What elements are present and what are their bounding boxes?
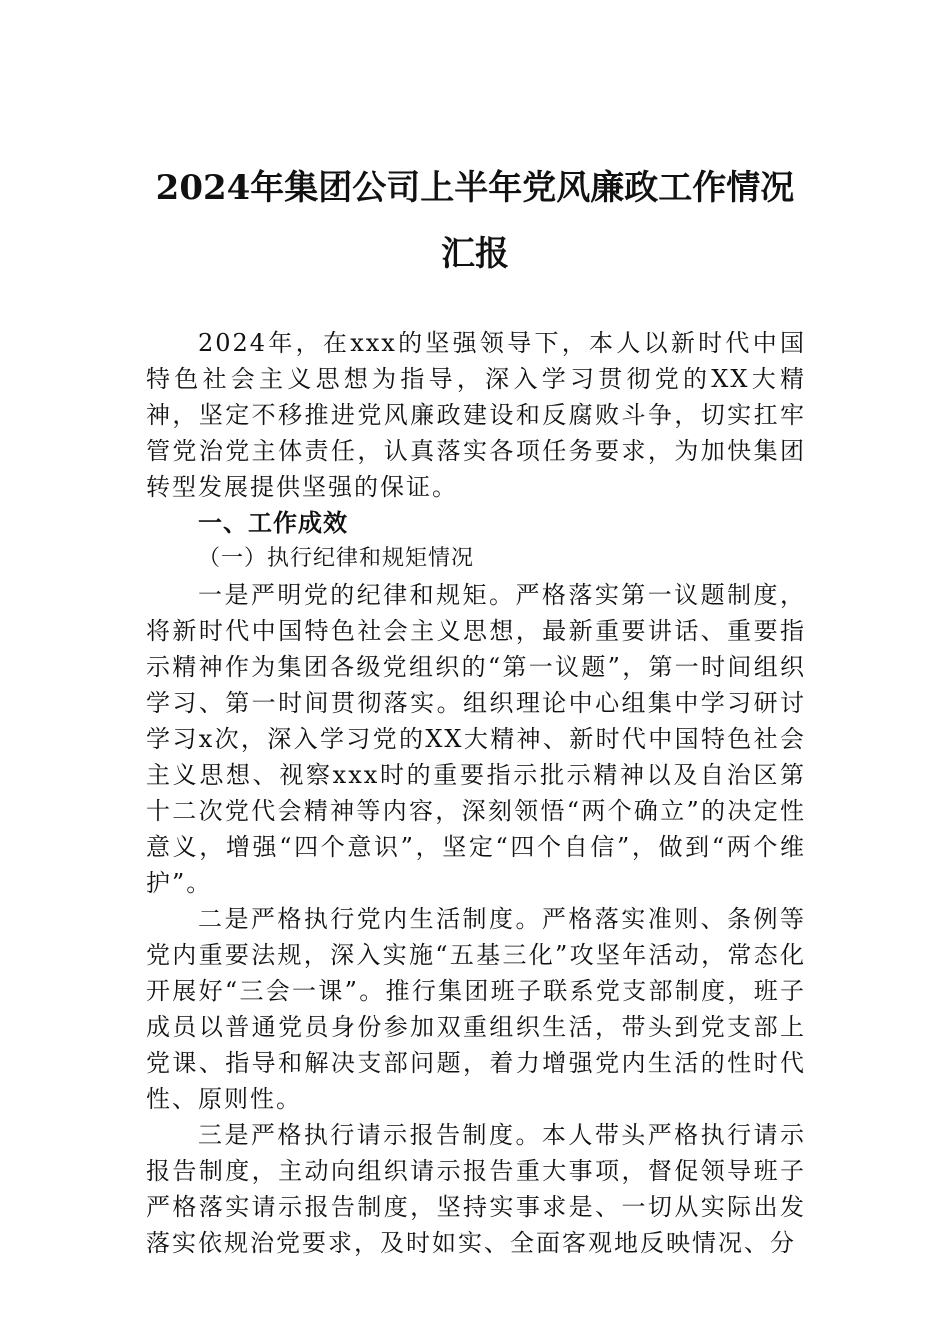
intro-paragraph: 2024年，在xxx的坚强领导下，本人以新时代中国特色社会主义思想为指导，深入学习贯彻党的XX大精神，坚定不移推进党风廉政建设和反腐败斗争，切实扛牢管党治党主体责任，认真落实各项任务要求，为加快集团转型发展提供坚强的保证。 [146,329,806,501]
document-body [146,325,806,1261]
body-paragraph-1: 一是严明党的纪律和规矩。严格落实第一议题制度，将新时代中国特色社会主义思想，最新重要讲话、重要指示精神作为集团各级党组织的“第一议题”，第一时间组织学习、第一时间贯彻落实。组织理论中心组集中学习研讨学习x次，深入学习党的XX大精神、新时代中国特色社会主义思想、视察xxx时的重要指示批示精神以及自治区第十二次党代会精神等内容，深刻领悟“两个确立”的决定性意义，增强“四个意识”，坚定“四个自信”，做到“两个维护”。 [146,581,806,897]
section-heading: 一、工作成效 [198,508,348,537]
body-paragraph-2: 二是严格执行党内生活制度。严格落实准则、条例等党内重要法规，深入实施“五基三化”攻坚年活动，常态化开展好“三会一课”。推行集团班子联系党支部制度，班子成员以普通党员身份参加双重组织生活，带头到党支部上党课、指导和解决支部问题，着力增强党内生活的性时代性、原则性。 [146,905,806,1113]
body-paragraph-3: 三是严格执行请示报告制度。本人带头严格执行请示报告制度，主动向组织请示报告重大事项，督促领导班子严格落实请示报告制度，坚持实事求是、一切从实际出发落实依规治党要求，及时如实、全面客观地反映情况、分 [146,1121,806,1257]
document-title-line-1: 2024年集团公司上半年党风廉政工作情况 [155,168,795,208]
document-title-line-2: 汇报 [441,234,509,274]
subsection-heading: （一）执行纪律和规矩情况 [198,546,475,571]
